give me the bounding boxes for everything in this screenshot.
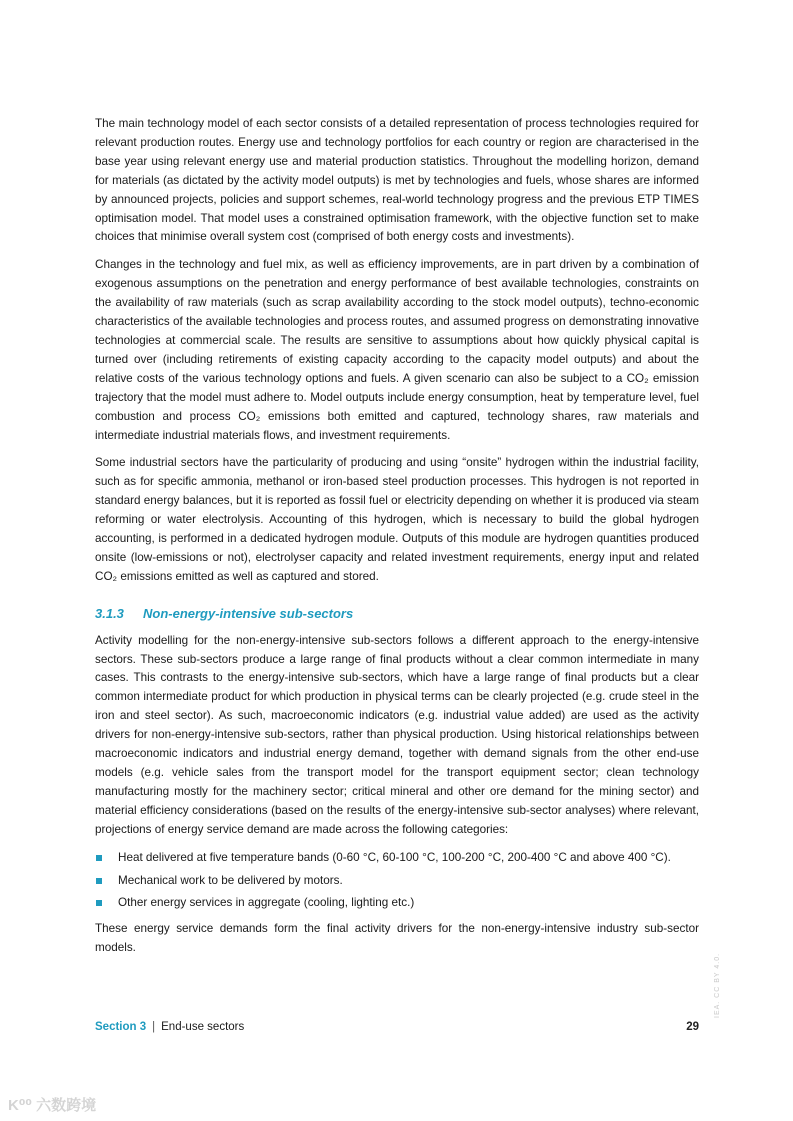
bullet-list — [95, 849, 699, 914]
license-note: IEA. CC BY 4.0. — [714, 952, 721, 1018]
bullet-square-icon — [96, 878, 102, 884]
footer-separator: | — [152, 1021, 156, 1033]
list-item-text: Mechanical work to be delivered by motors. — [118, 873, 343, 887]
footer-section-label: Section 3 — [95, 1021, 147, 1033]
section-heading — [95, 605, 699, 624]
paragraph: Activity modelling for the non-energy-intensive sub-sectors follows a different approach to the energy-intensive sectors. These sub-sectors produce a large range of final products without a clear common intermediate in many cases. This contrasts to the energy-intensive sub-sectors, which have a large range of final products but a clear common intermediate product for which production in physical terms can be clearly projected (e.g. crude steel in the iron and steel sector). As such, macroeconomic indicators (e.g. industrial value added) are used as the activity drivers for non-energy-intensive sub-sectors, rather than physical production. Using historical relationships between macroeconomic indicators and industrial energy demand, together with demand signals from the other end-use models (e.g. vehicle sales from the transport model for the transport equipment sector; clean technology manufacturing mostly for the machinery sector; critical mineral and other ore demand for the mining sector) and material efficiency considerations (based on the results of the energy-intensive sub-sector analyses) where relevant, projections of energy service demand are made across the following categories: — [95, 633, 699, 836]
page-number: 29 — [686, 1021, 699, 1033]
page-footer — [95, 1021, 699, 1033]
watermark: K⁰⁰ 六数跨境 — [8, 1097, 97, 1114]
section-number: 3.1.3 — [95, 605, 124, 621]
paragraph: Some industrial sectors have the particularity of producing and using “onsite” hydrogen within the industrial facility, such as for specific ammonia, methanol or iron-based steel production processes. This hydrogen is not reported in standard energy balances, but it is reported as fossil fuel or electricity depending on whether it is produced via steam reforming or water electrolysis. Accounting of this hydrogen, which is necessary to build the global hydrogen accounting, is performed in a dedicated hydrogen module. Outputs of this module are hydrogen quantities produced onsite (low-emissions or not), electrolyser capacity and related investment requirements, energy input and related CO₂ emissions emitted as well as captured and stored. — [95, 456, 699, 583]
bullet-square-icon — [96, 900, 102, 906]
footer-section-name: End-use sectors — [161, 1021, 245, 1033]
bullet-square-icon — [96, 855, 102, 861]
paragraph: Changes in the technology and fuel mix, as well as efficiency improvements, are in part driven by a combination of exogenous assumptions on the penetration and energy performance of best available technologies, constraints on the availability of raw materials (such as scrap availability according to the stock model outputs), techno-economic characteristics of the available technologies and process routes, and assumed progress on demonstrating innovative technologies at commercial scale. The results are sensitive to assumptions about how quickly physical capital is turned over (including retirements of existing capacity according to the capacity model outputs) and about the relative costs of the various technology options and fuels. A given scenario can also be subject to a CO₂ emission trajectory that the model must adhere to. Model outputs include energy consumption, heat by temperature level, fuel combustion and process CO₂ emissions both emitted and captured, technology shares, raw materials and intermediate industrial materials flows, and investment requirements. — [95, 258, 699, 442]
list-item — [95, 894, 699, 913]
paragraph: These energy service demands form the final activity drivers for the non-energy-intensive industry sub-sector models. — [95, 922, 699, 955]
list-item — [95, 872, 699, 891]
list-item — [95, 849, 699, 868]
section-title: Non-energy-intensive sub-sectors — [143, 605, 354, 621]
list-item-text: Other energy services in aggregate (cooling, lighting etc.) — [118, 896, 415, 910]
paragraph: The main technology model of each sector consists of a detailed representation of process technologies required for relevant production routes. Energy use and technology portfolios for each country or region are characterised in the base year using relevant energy use and material production statistics. Throughout the modelling horizon, demand for materials (as dictated by the activity model outputs) is met by technologies and fuels, whose shares are informed by announced projects, policies and support schemes, real-world technology progress and the previous ETP TIMES optimisation model. That model uses a constrained optimisation framework, with the objective function set to make choices that minimise overall system cost (comprised of both energy costs and investments). — [95, 117, 699, 244]
document-body — [95, 115, 699, 967]
list-item-text: Heat delivered at five temperature bands (0-60 °C, 60-100 °C, 100-200 °C, 200-400 °C and above 400 °C). — [118, 850, 671, 864]
